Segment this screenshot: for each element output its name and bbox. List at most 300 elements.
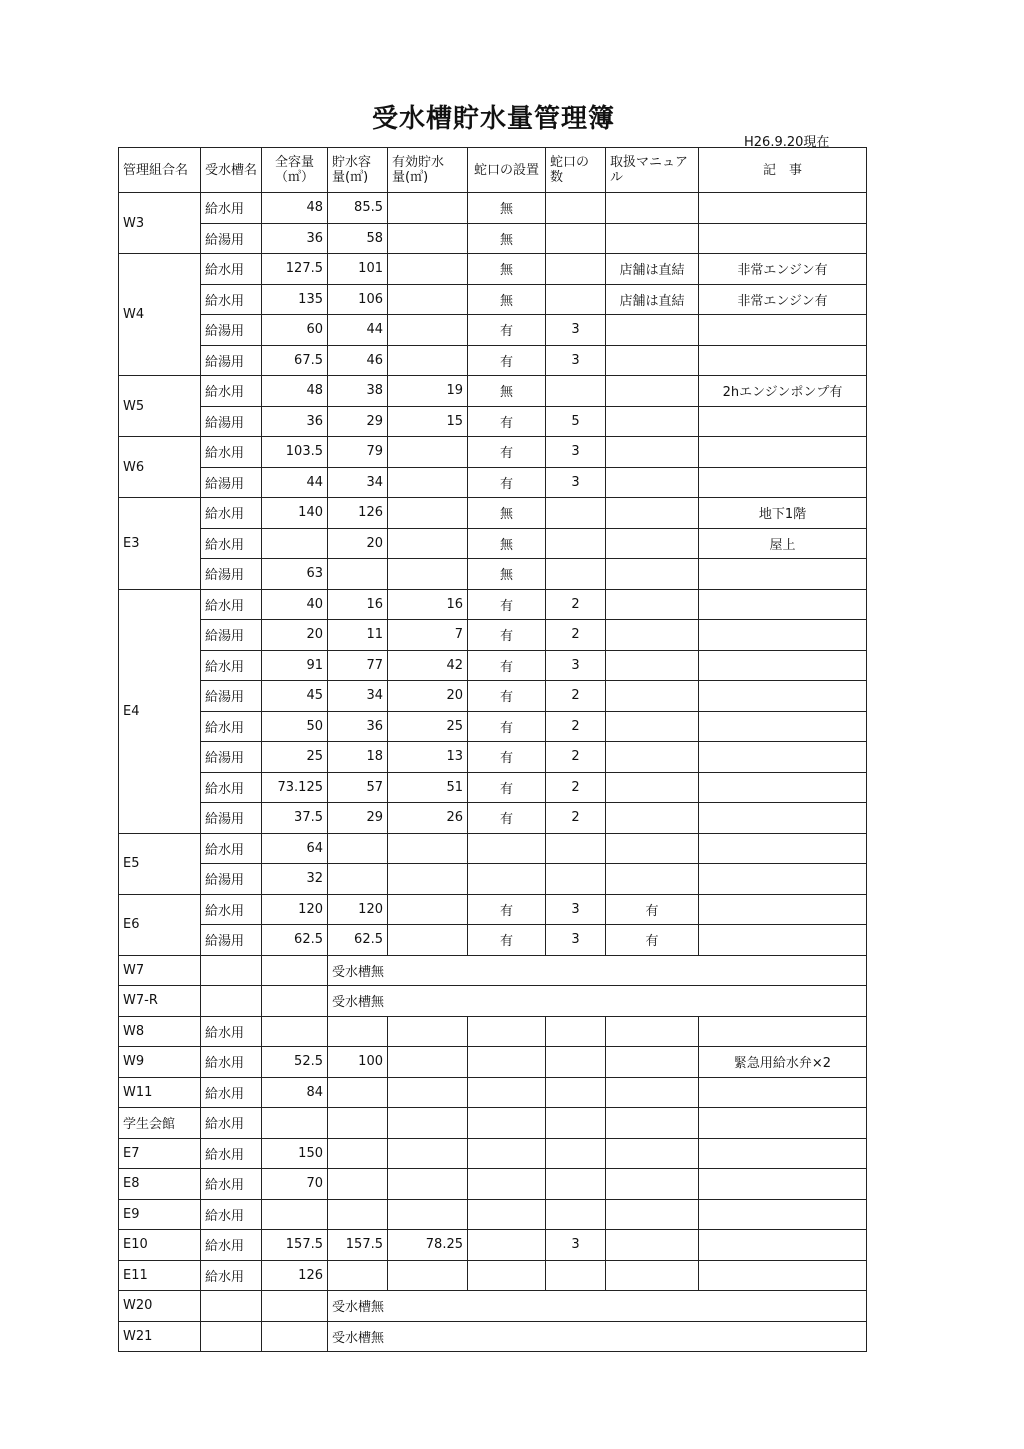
table-row xyxy=(119,1047,867,1078)
faucet-installed-cell: 無 xyxy=(468,376,546,407)
effective-storage-cell: 20 xyxy=(388,681,468,712)
storage-capacity-cell: 11 xyxy=(328,620,388,651)
tank-cell xyxy=(201,986,262,1017)
effective-storage-cell xyxy=(388,1199,468,1230)
manual-cell xyxy=(606,1016,699,1047)
total-capacity-cell: 157.5 xyxy=(262,1230,328,1261)
faucet-installed-cell: 無 xyxy=(468,284,546,315)
group-name-cell: W4 xyxy=(119,254,201,376)
total-capacity-cell: 44 xyxy=(262,467,328,498)
table-row xyxy=(119,650,867,681)
effective-storage-cell xyxy=(388,284,468,315)
faucet-installed-cell xyxy=(468,1169,546,1200)
faucet-count-cell xyxy=(546,1047,606,1078)
effective-storage-cell xyxy=(388,223,468,254)
faucet-installed-cell: 無 xyxy=(468,193,546,224)
notes-cell xyxy=(699,193,867,224)
effective-storage-cell xyxy=(388,254,468,285)
effective-storage-cell xyxy=(388,528,468,559)
faucet-installed-cell xyxy=(468,1230,546,1261)
manual-cell xyxy=(606,742,699,773)
effective-storage-cell: 15 xyxy=(388,406,468,437)
manual-cell xyxy=(606,1077,699,1108)
group-name-cell: W7 xyxy=(119,955,201,986)
effective-storage-cell xyxy=(388,498,468,529)
header-group: 管理組合名 xyxy=(119,148,201,193)
faucet-count-cell xyxy=(546,376,606,407)
faucet-count-cell: 3 xyxy=(546,1230,606,1261)
notes-cell xyxy=(699,620,867,651)
table-row xyxy=(119,681,867,712)
effective-storage-cell: 13 xyxy=(388,742,468,773)
effective-storage-cell: 7 xyxy=(388,620,468,651)
table-row xyxy=(119,437,867,468)
faucet-installed-cell: 有 xyxy=(468,437,546,468)
faucet-installed-cell xyxy=(468,1047,546,1078)
faucet-installed-cell: 無 xyxy=(468,559,546,590)
tank-cell: 給水用 xyxy=(201,894,262,925)
no-tank-label: 受水槽無 xyxy=(328,986,388,1017)
faucet-installed-cell: 有 xyxy=(468,925,546,956)
faucet-installed-cell xyxy=(468,1108,546,1139)
storage-capacity-cell: 106 xyxy=(328,284,388,315)
faucet-installed-cell: 有 xyxy=(468,345,546,376)
manual-cell xyxy=(606,467,699,498)
table-row xyxy=(119,1169,867,1200)
manual-cell xyxy=(606,864,699,895)
table-row xyxy=(119,1260,867,1291)
group-name-cell: E11 xyxy=(119,1260,201,1291)
storage-capacity-cell xyxy=(328,1199,388,1230)
water-tank-ledger-table xyxy=(118,147,867,1352)
faucet-installed-cell xyxy=(468,1138,546,1169)
tank-cell: 給水用 xyxy=(201,650,262,681)
tank-cell: 給水用 xyxy=(201,284,262,315)
header-tank: 受水槽名 xyxy=(201,148,262,193)
group-name-cell: W21 xyxy=(119,1321,201,1352)
header-total: 全容量 （㎥） xyxy=(262,148,328,193)
manual-cell xyxy=(606,833,699,864)
faucet-count-cell xyxy=(546,223,606,254)
total-capacity-cell: 52.5 xyxy=(262,1047,328,1078)
manual-cell xyxy=(606,1230,699,1261)
table-row xyxy=(119,833,867,864)
faucet-count-cell: 3 xyxy=(546,467,606,498)
table-row xyxy=(119,986,867,1017)
tank-cell: 給水用 xyxy=(201,1169,262,1200)
storage-capacity-cell xyxy=(328,1169,388,1200)
faucet-count-cell xyxy=(546,864,606,895)
table-row xyxy=(119,345,867,376)
effective-storage-cell xyxy=(388,833,468,864)
faucet-installed-cell: 有 xyxy=(468,772,546,803)
effective-storage-cell xyxy=(388,193,468,224)
total-capacity-cell xyxy=(262,1108,328,1139)
total-capacity-cell: 84 xyxy=(262,1077,328,1108)
faucet-installed-cell: 有 xyxy=(468,620,546,651)
tank-cell xyxy=(201,1321,262,1352)
notes-cell xyxy=(699,894,867,925)
table-row xyxy=(119,620,867,651)
effective-storage-cell xyxy=(388,559,468,590)
group-name-cell: E3 xyxy=(119,498,201,590)
total-capacity-cell xyxy=(262,1016,328,1047)
total-capacity-cell: 45 xyxy=(262,681,328,712)
table-row xyxy=(119,864,867,895)
table-row xyxy=(119,1230,867,1261)
storage-capacity-cell xyxy=(328,1108,388,1139)
effective-storage-cell: 26 xyxy=(388,803,468,834)
notes-cell: 非常エンジン有 xyxy=(699,254,867,285)
table-row xyxy=(119,559,867,590)
faucet-count-cell xyxy=(546,1108,606,1139)
tank-cell: 給水用 xyxy=(201,1230,262,1261)
faucet-count-cell xyxy=(546,1199,606,1230)
total-capacity-cell: 135 xyxy=(262,284,328,315)
tank-cell: 給湯用 xyxy=(201,467,262,498)
faucet-count-cell xyxy=(546,833,606,864)
tank-cell: 給水用 xyxy=(201,193,262,224)
group-name-cell: E8 xyxy=(119,1169,201,1200)
manual-cell xyxy=(606,620,699,651)
tank-cell: 給水用 xyxy=(201,1047,262,1078)
storage-capacity-cell: 85.5 xyxy=(328,193,388,224)
effective-storage-cell xyxy=(388,1108,468,1139)
total-capacity-cell: 103.5 xyxy=(262,437,328,468)
table-row xyxy=(119,742,867,773)
storage-capacity-cell xyxy=(328,1260,388,1291)
group-name-cell: W20 xyxy=(119,1291,201,1322)
table-row xyxy=(119,406,867,437)
effective-storage-cell xyxy=(388,1169,468,1200)
table-row xyxy=(119,894,867,925)
no-tank-label: 受水槽無 xyxy=(328,955,388,986)
effective-storage-cell: 51 xyxy=(388,772,468,803)
faucet-installed-cell: 無 xyxy=(468,254,546,285)
group-name-cell: W9 xyxy=(119,1047,201,1078)
effective-storage-cell xyxy=(388,1047,468,1078)
tank-cell: 給水用 xyxy=(201,1138,262,1169)
notes-cell: 緊急用給水弁×2 xyxy=(699,1047,867,1078)
faucet-count-cell xyxy=(546,284,606,315)
total-capacity-cell: 73.125 xyxy=(262,772,328,803)
notes-cell xyxy=(699,1169,867,1200)
tank-cell: 給水用 xyxy=(201,1260,262,1291)
storage-capacity-cell: 57 xyxy=(328,772,388,803)
group-name-cell: W6 xyxy=(119,437,201,498)
total-capacity-cell: 140 xyxy=(262,498,328,529)
faucet-installed-cell: 有 xyxy=(468,894,546,925)
storage-capacity-cell: 38 xyxy=(328,376,388,407)
total-capacity-cell: 36 xyxy=(262,223,328,254)
effective-storage-cell: 78.25 xyxy=(388,1230,468,1261)
manual-cell xyxy=(606,1138,699,1169)
effective-storage-cell xyxy=(388,1138,468,1169)
tank-cell: 給水用 xyxy=(201,1077,262,1108)
effective-storage-cell xyxy=(388,864,468,895)
notes-cell xyxy=(699,1230,867,1261)
total-capacity-cell: 63 xyxy=(262,559,328,590)
tank-cell: 給水用 xyxy=(201,589,262,620)
group-name-cell: W5 xyxy=(119,376,201,437)
total-capacity-cell: 48 xyxy=(262,376,328,407)
manual-cell xyxy=(606,1047,699,1078)
notes-cell xyxy=(699,711,867,742)
table-row xyxy=(119,589,867,620)
faucet-count-cell: 2 xyxy=(546,803,606,834)
manual-cell xyxy=(606,315,699,346)
total-capacity-cell: 127.5 xyxy=(262,254,328,285)
effective-storage-cell xyxy=(388,1077,468,1108)
faucet-count-cell: 2 xyxy=(546,742,606,773)
manual-cell: 有 xyxy=(606,894,699,925)
manual-cell xyxy=(606,681,699,712)
table-row xyxy=(119,1138,867,1169)
table-row xyxy=(119,1016,867,1047)
storage-capacity-cell: 16 xyxy=(328,589,388,620)
total-capacity-cell: 48 xyxy=(262,193,328,224)
manual-cell xyxy=(606,589,699,620)
storage-capacity-cell: 77 xyxy=(328,650,388,681)
table-row xyxy=(119,498,867,529)
group-name-cell: 学生会館 xyxy=(119,1108,201,1139)
total-capacity-cell: 20 xyxy=(262,620,328,651)
notes-cell xyxy=(699,1108,867,1139)
group-name-cell: E4 xyxy=(119,589,201,833)
manual-cell xyxy=(606,711,699,742)
storage-capacity-cell xyxy=(328,833,388,864)
faucet-count-cell: 2 xyxy=(546,620,606,651)
table-row xyxy=(119,1077,867,1108)
storage-capacity-cell: 34 xyxy=(328,681,388,712)
storage-capacity-cell: 62.5 xyxy=(328,925,388,956)
as-of-date: H26.9.20現在 xyxy=(744,135,830,150)
faucet-count-cell: 3 xyxy=(546,925,606,956)
faucet-count-cell: 2 xyxy=(546,681,606,712)
total-capacity-cell: 50 xyxy=(262,711,328,742)
faucet-count-cell xyxy=(546,1138,606,1169)
storage-capacity-cell xyxy=(328,1138,388,1169)
empty-cell xyxy=(388,1321,867,1352)
faucet-installed-cell: 有 xyxy=(468,711,546,742)
header-notes: 記 事 xyxy=(699,148,867,193)
table-row xyxy=(119,254,867,285)
manual-cell xyxy=(606,559,699,590)
effective-storage-cell xyxy=(388,345,468,376)
total-capacity-cell xyxy=(262,986,328,1017)
faucet-installed-cell: 有 xyxy=(468,406,546,437)
faucet-count-cell xyxy=(546,528,606,559)
tank-cell: 給水用 xyxy=(201,437,262,468)
tank-cell: 給水用 xyxy=(201,1199,262,1230)
header-faucet-installed: 蛇口の設置 xyxy=(468,148,546,193)
table-row xyxy=(119,1291,867,1322)
storage-capacity-cell: 34 xyxy=(328,467,388,498)
total-capacity-cell: 67.5 xyxy=(262,345,328,376)
total-capacity-cell: 150 xyxy=(262,1138,328,1169)
notes-cell xyxy=(699,437,867,468)
faucet-count-cell: 3 xyxy=(546,894,606,925)
manual-cell xyxy=(606,1169,699,1200)
storage-capacity-cell: 29 xyxy=(328,406,388,437)
notes-cell xyxy=(699,559,867,590)
total-capacity-cell xyxy=(262,1199,328,1230)
total-capacity-cell: 126 xyxy=(262,1260,328,1291)
effective-storage-cell: 16 xyxy=(388,589,468,620)
notes-cell: 非常エンジン有 xyxy=(699,284,867,315)
tank-cell: 給湯用 xyxy=(201,315,262,346)
faucet-installed-cell xyxy=(468,1260,546,1291)
tank-cell: 給湯用 xyxy=(201,406,262,437)
group-name-cell: W8 xyxy=(119,1016,201,1047)
faucet-installed-cell: 無 xyxy=(468,528,546,559)
manual-cell xyxy=(606,528,699,559)
tank-cell: 給水用 xyxy=(201,1016,262,1047)
notes-cell: 屋上 xyxy=(699,528,867,559)
faucet-count-cell xyxy=(546,1016,606,1047)
faucet-installed-cell xyxy=(468,1077,546,1108)
manual-cell xyxy=(606,345,699,376)
storage-capacity-cell: 79 xyxy=(328,437,388,468)
group-name-cell: E10 xyxy=(119,1230,201,1261)
faucet-count-cell xyxy=(546,1077,606,1108)
table-row xyxy=(119,193,867,224)
header-row xyxy=(119,148,867,193)
faucet-installed-cell: 無 xyxy=(468,223,546,254)
group-name-cell: E5 xyxy=(119,833,201,894)
faucet-count-cell: 3 xyxy=(546,345,606,376)
total-capacity-cell: 25 xyxy=(262,742,328,773)
notes-cell xyxy=(699,650,867,681)
notes-cell xyxy=(699,681,867,712)
total-capacity-cell: 120 xyxy=(262,894,328,925)
total-capacity-cell: 37.5 xyxy=(262,803,328,834)
empty-cell xyxy=(388,1291,867,1322)
effective-storage-cell xyxy=(388,437,468,468)
storage-capacity-cell: 126 xyxy=(328,498,388,529)
table-row xyxy=(119,772,867,803)
effective-storage-cell xyxy=(388,1016,468,1047)
header-effective: 有効貯水 量(㎥) xyxy=(388,148,468,193)
faucet-installed-cell: 有 xyxy=(468,467,546,498)
effective-storage-cell xyxy=(388,315,468,346)
faucet-count-cell xyxy=(546,254,606,285)
faucet-installed-cell: 有 xyxy=(468,742,546,773)
effective-storage-cell xyxy=(388,1260,468,1291)
manual-cell xyxy=(606,772,699,803)
faucet-installed-cell xyxy=(468,833,546,864)
storage-capacity-cell: 36 xyxy=(328,711,388,742)
group-name-cell: W11 xyxy=(119,1077,201,1108)
storage-capacity-cell xyxy=(328,864,388,895)
tank-cell: 給湯用 xyxy=(201,864,262,895)
total-capacity-cell xyxy=(262,1291,328,1322)
notes-cell xyxy=(699,589,867,620)
manual-cell: 店舗は直結 xyxy=(606,254,699,285)
group-name-cell: E9 xyxy=(119,1199,201,1230)
tank-cell: 給湯用 xyxy=(201,925,262,956)
faucet-count-cell: 2 xyxy=(546,711,606,742)
tank-cell: 給湯用 xyxy=(201,742,262,773)
notes-cell xyxy=(699,223,867,254)
table-row xyxy=(119,711,867,742)
tank-cell: 給水用 xyxy=(201,376,262,407)
storage-capacity-cell xyxy=(328,1077,388,1108)
faucet-installed-cell: 有 xyxy=(468,315,546,346)
table-row xyxy=(119,528,867,559)
group-name-cell: W3 xyxy=(119,193,201,254)
notes-cell: 2hエンジンポンプ有 xyxy=(699,376,867,407)
faucet-count-cell xyxy=(546,559,606,590)
total-capacity-cell: 36 xyxy=(262,406,328,437)
storage-capacity-cell: 44 xyxy=(328,315,388,346)
effective-storage-cell xyxy=(388,925,468,956)
manual-cell: 有 xyxy=(606,925,699,956)
notes-cell xyxy=(699,925,867,956)
notes-cell xyxy=(699,467,867,498)
group-name-cell: E6 xyxy=(119,894,201,955)
table-row xyxy=(119,1108,867,1139)
manual-cell xyxy=(606,1108,699,1139)
storage-capacity-cell: 101 xyxy=(328,254,388,285)
notes-cell xyxy=(699,742,867,773)
faucet-installed-cell xyxy=(468,864,546,895)
no-tank-label: 受水槽無 xyxy=(328,1291,388,1322)
tank-cell: 給水用 xyxy=(201,498,262,529)
notes-cell xyxy=(699,1016,867,1047)
tank-cell: 給水用 xyxy=(201,528,262,559)
total-capacity-cell: 40 xyxy=(262,589,328,620)
storage-capacity-cell: 29 xyxy=(328,803,388,834)
notes-cell xyxy=(699,315,867,346)
manual-cell xyxy=(606,1199,699,1230)
table-row xyxy=(119,1199,867,1230)
tank-cell: 給湯用 xyxy=(201,681,262,712)
table-row xyxy=(119,284,867,315)
faucet-count-cell xyxy=(546,193,606,224)
tank-cell: 給水用 xyxy=(201,711,262,742)
faucet-installed-cell: 有 xyxy=(468,589,546,620)
notes-cell xyxy=(699,833,867,864)
faucet-count-cell: 3 xyxy=(546,315,606,346)
faucet-count-cell xyxy=(546,1260,606,1291)
storage-capacity-cell: 20 xyxy=(328,528,388,559)
total-capacity-cell: 64 xyxy=(262,833,328,864)
notes-cell xyxy=(699,345,867,376)
tank-cell: 給湯用 xyxy=(201,223,262,254)
storage-capacity-cell: 46 xyxy=(328,345,388,376)
manual-cell: 店舗は直結 xyxy=(606,284,699,315)
faucet-installed-cell xyxy=(468,1199,546,1230)
manual-cell xyxy=(606,498,699,529)
tank-cell: 給湯用 xyxy=(201,620,262,651)
tank-cell: 給水用 xyxy=(201,833,262,864)
table-row xyxy=(119,223,867,254)
tank-cell: 給湯用 xyxy=(201,803,262,834)
header-manual: 取扱マニュアル xyxy=(606,148,699,193)
header-faucet-count: 蛇口の数 xyxy=(546,148,606,193)
group-name-cell: E7 xyxy=(119,1138,201,1169)
notes-cell xyxy=(699,1138,867,1169)
faucet-installed-cell: 有 xyxy=(468,803,546,834)
table-row xyxy=(119,1321,867,1352)
notes-cell xyxy=(699,772,867,803)
notes-cell xyxy=(699,803,867,834)
table-row xyxy=(119,955,867,986)
tank-cell: 給湯用 xyxy=(201,345,262,376)
effective-storage-cell: 42 xyxy=(388,650,468,681)
total-capacity-cell: 32 xyxy=(262,864,328,895)
